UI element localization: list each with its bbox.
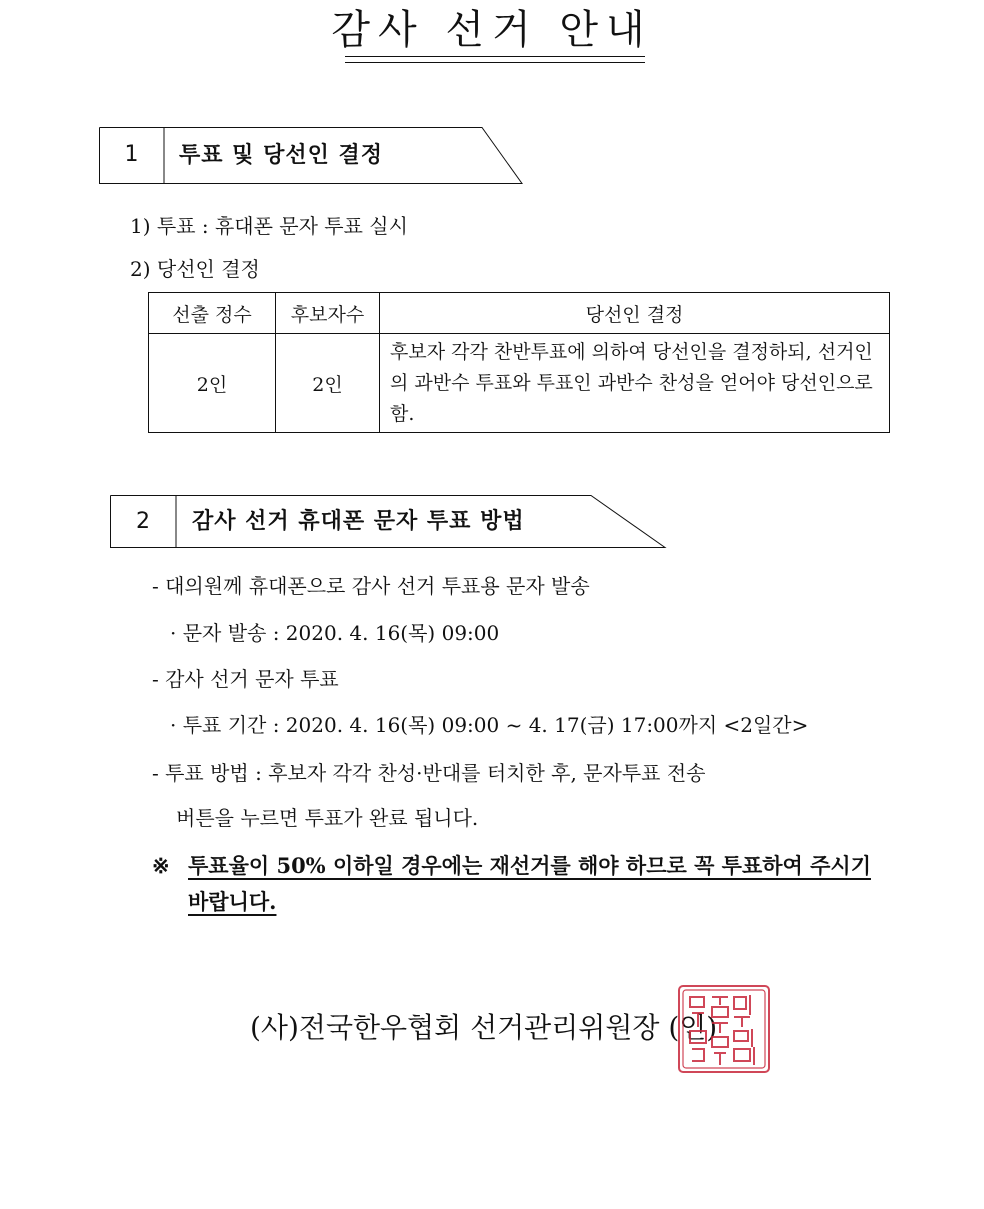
- sms-dispatch-time: · 문자 발송 : 2020. 4. 16(목) 09:00: [170, 621, 500, 645]
- section-1-header: [99, 127, 524, 183]
- cell-decision: 후보자 각각 찬반투표에 의하여 당선인을 결정하되, 선거인의 과반수 투표와 투표인 과반수 찬성을 얻어야 당선인으로 함.: [380, 334, 890, 433]
- title-double-underline: [345, 56, 645, 63]
- signature-line: (사)전국한우협회 선거관리위원장 (인): [250, 1011, 718, 1044]
- official-seal-icon: [676, 983, 772, 1075]
- turnout-notice-text: 투표율이 50% 이하일 경우에는 재선거를 해야 하므로 꼭 투표하여 주시기 바랍니다.: [188, 853, 871, 914]
- sms-vote-line: - 감사 선거 문자 투표: [152, 667, 339, 691]
- section-2-number: 2: [136, 509, 150, 534]
- table-row: [149, 334, 890, 433]
- header-seats: 선출 정수: [149, 293, 276, 334]
- section-2-title: 감사 선거 휴대폰 문자 투표 방법: [192, 508, 525, 534]
- cell-candidates: 2인: [276, 334, 380, 433]
- sms-dispatch-line: - 대의원께 휴대폰으로 감사 선거 투표용 문자 발송: [152, 574, 590, 598]
- vote-method-line: 1) 투표 : 휴대폰 문자 투표 실시: [130, 214, 408, 238]
- reference-mark: ※: [152, 853, 170, 878]
- winner-decision-table: [148, 292, 890, 433]
- document-title: 감사 선거 안내: [331, 7, 653, 53]
- header-decision: 당선인 결정: [380, 293, 890, 334]
- section-1-number: 1: [124, 142, 139, 167]
- vote-method-detail: - 투표 방법 : 후보자 각각 찬성·반대를 터치한 후, 문자투표 전송: [152, 761, 706, 785]
- section-1-title: 투표 및 당선인 결정: [179, 142, 383, 168]
- cell-seats: 2인: [149, 334, 276, 433]
- vote-period: · 투표 기간 : 2020. 4. 16(목) 09:00 ~ 4. 17(금) 17:00까지 <2일간>: [170, 713, 809, 737]
- winner-decision-heading: 2) 당선인 결정: [130, 257, 260, 281]
- header-candidates: 후보자수: [276, 293, 380, 334]
- section-2-header: [110, 495, 670, 551]
- vote-method-detail-cont: 버튼을 누르면 투표가 완료 됩니다.: [176, 806, 479, 830]
- table-header-row: [149, 293, 890, 334]
